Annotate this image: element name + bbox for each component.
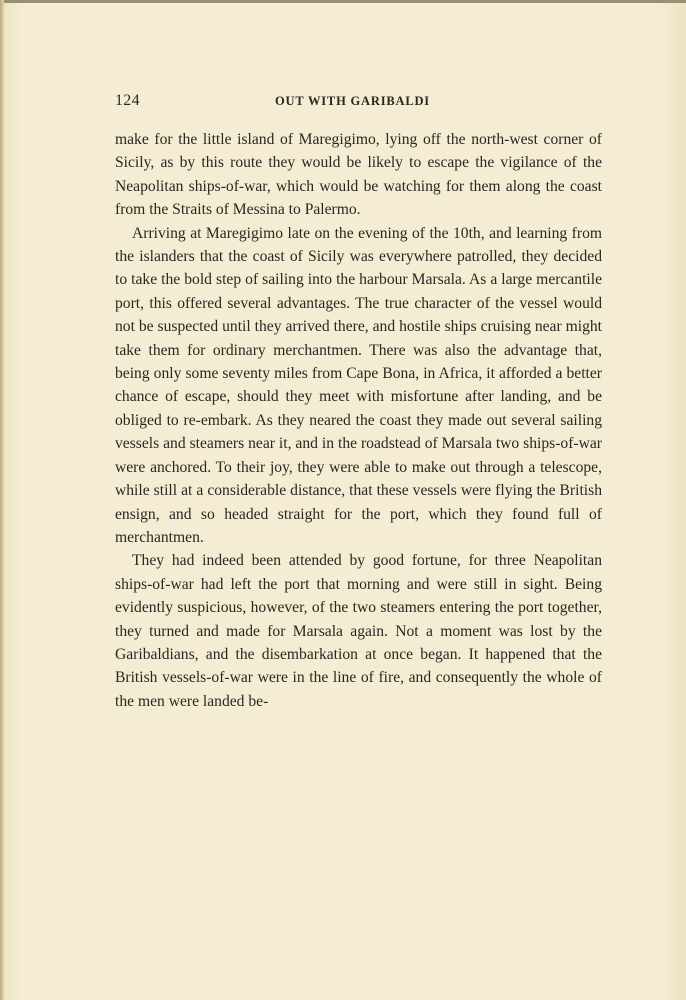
paragraph-3: They had indeed been attended by good fortune, for three Neapolitan ships-of-war had left the port that morning and were still in sight. Being evidently suspicious, however, of the two steamers entering the port together, they turned and made for Marsala again. Not a moment was lost by the Garibaldians, and the disembarkation at once began. It happened that the British vessels-of-war were in the line of fire, and consequently the whole of the men were landed be-: [115, 552, 602, 710]
page-header: [115, 92, 602, 114]
paragraph-2: Arriving at Maregigimo late on the evening of the 10th, and learning from the islanders that the coast of Sicily was everywhere patrolled, they decided to take the bold step of sailing into the harbour Marsala. As a large mercantile port, this offered several advantages. The true character of the vessel would not be suspected until they arrived there, and hostile ships cruising near might take them for ordinary merchantmen. There was also the advantage that, being only some seventy miles from Cape Bona, in Africa, it afforded a better chance of escape, should they meet with misfortune after landing, and be obliged to re-embark. As they neared the coast they made out several sailing vessels and steamers near it, and in the roadstead of Marsala two ships-of-war were anchored. To their joy, they were able to make out through a telescope, while still at a considerable distance, that these vessels were flying the British ensign, and so headed straight for the port, which they found full of merchantmen.: [115, 224, 602, 546]
page-number: 124: [115, 92, 140, 109]
page-spine-edge: [0, 0, 4, 1000]
page-top-edge: [0, 0, 686, 3]
body-text: [115, 128, 602, 713]
paragraph-1: make for the little island of Maregigimo, lying off the north-west corner of Sicily, as by this route they would be likely to escape the vigilance of the Neapolitan ships-of-war, which would be watching for them along the coast from the Straits of Messina to Palermo.: [115, 131, 602, 219]
running-head: OUT WITH GARIBALDI: [275, 94, 430, 108]
